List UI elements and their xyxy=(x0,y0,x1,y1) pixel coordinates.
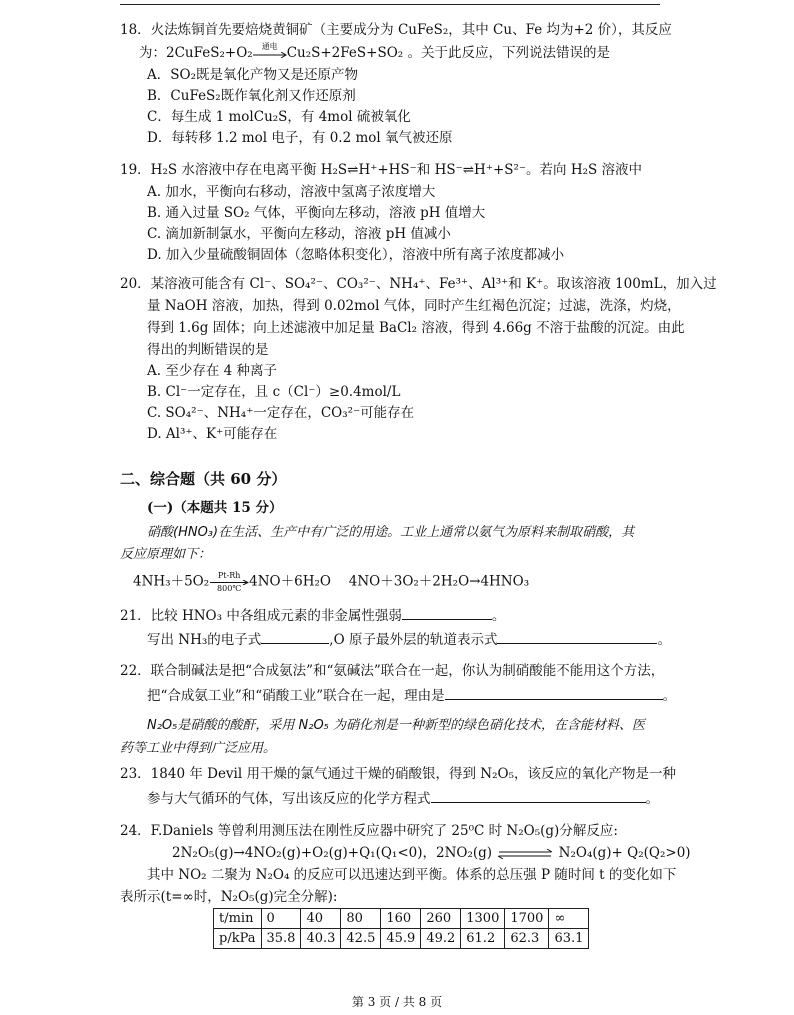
table-cell: 160 xyxy=(381,909,421,929)
q19-option-c: C. 滴加新制氯水，平衡向左移动，溶液 pH 值减小 xyxy=(147,226,451,242)
table-cell: ∞ xyxy=(549,909,589,929)
temperature-label: 800℃ xyxy=(217,584,242,593)
q23-text: 参与大气循环的气体，写出该反应的化学方程式 xyxy=(147,791,431,807)
q19-option-b: B. 通入过量 SO₂ 气体，平衡向左移动，溶液 pH 值增大 xyxy=(147,205,486,221)
table-cell: 61.2 xyxy=(461,929,505,949)
table-cell: 35.8 xyxy=(261,929,301,949)
q23-line1: 23．1840 年 Devil 用干燥的氯气通过干燥的硝酸银，得到 N₂O₅，该反应的氧化产物是一种 xyxy=(120,766,676,782)
q21-text-2b: ,O 原子最外层的轨道表示式 xyxy=(329,632,498,648)
q21-answer-blank-3[interactable] xyxy=(497,629,657,644)
q20-option-c: C. SO₄²⁻、NH₄⁺一定存在，CO₃²⁻可能存在 xyxy=(147,405,415,421)
q22-text: 把“合成氨工业”和“硝酸工业”联合在一起，理由是 xyxy=(147,688,445,704)
reaction-equation xyxy=(133,571,529,593)
q18-equation-right: Cu₂S+2FeS+SO₂ 。关于此反应，下列说法错误的是 xyxy=(286,45,610,61)
table-cell: t/min xyxy=(214,909,262,929)
header-rule xyxy=(120,4,660,5)
catalyst-label: Pt-Rh xyxy=(217,571,241,580)
q20-stem-line1: 20．某溶液可能含有 Cl⁻、SO₄²⁻、CO₃²⁻、NH₄⁺、Fe³⁺、Al³⁺和 K⁺。取该溶液 100mL，加入过 xyxy=(120,276,717,292)
q20-stem-line4: 得出的判断错误的是 xyxy=(147,342,269,358)
q18-option-d: D．每转移 1.2 mol 电子，有 0.2 mol 氧气被还原 xyxy=(147,130,453,146)
q24-equation-2: N₂O₄(g)+ Q₂(Q₂>0) xyxy=(558,845,691,861)
q18-option-b: B．CuFeS₂既作氧化剂又作还原剂 xyxy=(147,88,356,104)
q22-answer-blank[interactable] xyxy=(445,685,663,700)
q18-arrow-condition: 通电 xyxy=(261,41,278,51)
q20-stem-line2: 量 NaOH 溶液，加热，得到 0.02mol 气体，同时产生红褐色沉淀；过滤，洗涤，灼烧， xyxy=(147,298,681,314)
q23-period: 。 xyxy=(645,791,659,807)
part1-intro-line1: 硝酸(HNO₃)在生活、生产中有广泛的用途。工业上通常以氨气为原料来制取硝酸，其 xyxy=(147,525,635,540)
q22-line2 xyxy=(147,685,676,705)
table-cell: 62.3 xyxy=(505,929,549,949)
q20-option-a: A. 至少存在 4 种离子 xyxy=(147,363,278,379)
q21-text: 21．比较 HNO₃ 中各组成元素的非金属性强弱 xyxy=(120,608,402,624)
table-cell: 260 xyxy=(421,909,461,929)
q21-line2 xyxy=(147,629,671,649)
equation-arrow xyxy=(209,571,249,593)
table-cell: 45.9 xyxy=(381,929,421,949)
q21-period-2: 。 xyxy=(657,632,671,648)
q18-option-c: C．每生成 1 molCu₂S，有 4mol 硫被氧化 xyxy=(147,109,411,125)
q22-period: 。 xyxy=(662,688,677,704)
table-cell: 63.1 xyxy=(549,929,589,949)
q21-answer-blank-1[interactable] xyxy=(402,605,492,620)
table-row-time xyxy=(214,909,589,929)
table-cell: 40 xyxy=(301,909,341,929)
q21-line1 xyxy=(120,605,505,625)
n2o5-intro-line1: N₂O₅是硝酸的酸酐，采用 N₂O₅ 为硝化剂是一种新型的绿色硝化技术，在含能材料、医 xyxy=(147,718,646,733)
equation-right: 4NO＋6H₂O 4NO＋3O₂＋2H₂O→4HNO₃ xyxy=(249,573,530,590)
equilibrium-arrow-icon xyxy=(496,849,554,859)
equation-left: 4NH₃＋5O₂ xyxy=(133,573,210,590)
q23-line2 xyxy=(147,788,659,808)
q24-line3: 其中 NO₂ 二聚为 N₂O₄ 的反应可以迅速达到平衡。体系的总压强 P 随时间 t 的变化如下 xyxy=(147,867,677,883)
table-cell: 80 xyxy=(341,909,381,929)
part1-intro-line2: 反应原理如下： xyxy=(120,547,212,562)
q21-answer-blank-2[interactable] xyxy=(261,629,329,644)
right-arrow-icon xyxy=(253,52,287,58)
q19-option-d: D. 加入少量硫酸铜固体（忽略体积变化），溶液中所有离子浓度都减小 xyxy=(147,247,565,263)
q18-option-a: A．SO₂既是氧化产物又是还原产物 xyxy=(147,67,358,83)
q23-answer-blank[interactable] xyxy=(431,788,646,803)
q18-arrow xyxy=(253,41,287,61)
q24-line4: 表所示(t=∞时，N₂O₅(g)完全分解): xyxy=(120,889,338,905)
n2o5-intro-line2: 药等工业中得到广泛应用。 xyxy=(120,741,277,756)
q19-option-a: A. 加水，平衡向右移动，溶液中氢离子浓度增大 xyxy=(147,184,436,200)
q24-line1: 24．F.Daniels 等曾利用测压法在刚性反应器中研究了 25⁰C 时 N₂O₅(g)分解反应: xyxy=(120,823,618,839)
q20-stem-line3: 得到 1.6g 固体；向上述滤液中加足量 BaCl₂ 溶液，得到 4.66g 不溶于盐酸的沉淀。由此 xyxy=(147,320,685,336)
table-cell: 49.2 xyxy=(421,929,461,949)
q20-option-b: B. Cl⁻一定存在，且 c（Cl⁻）≥0.4mol/L xyxy=(147,384,401,400)
q20-option-d: D. Al³⁺、K⁺可能存在 xyxy=(147,426,278,442)
q18-stem-line2 xyxy=(139,41,610,62)
q21-text-2a: 写出 NH₃的电子式 xyxy=(147,632,262,648)
q18-equation-left: 为：2CuFeS₂+O₂ xyxy=(139,45,253,61)
section-title: 二、综合题（共 60 分） xyxy=(120,470,287,488)
pressure-time-table xyxy=(213,908,589,949)
part-title: (一)（本题共 15 分） xyxy=(147,500,283,516)
table-cell: 42.5 xyxy=(341,929,381,949)
page-footer: 第 3 页 / 共 8 页 xyxy=(351,995,443,1009)
table-cell: p/kPa xyxy=(214,929,262,949)
table-cell: 1700 xyxy=(505,909,549,929)
table-cell: 40.3 xyxy=(301,929,341,949)
table-cell: 1300 xyxy=(461,909,505,929)
q19-stem: 19．H₂S 水溶液中存在电离平衡 H₂S⇌H⁺+HS⁻和 HS⁻⇌H⁺+S²⁻。若向 H₂S 溶液中 xyxy=(120,162,643,178)
q24-line2 xyxy=(172,844,691,862)
q22-line1: 22．联合制碱法是把“合成氨法”和“氨碱法”联合在一起，你认为制硝酸能不能用这个方法， xyxy=(120,663,665,679)
q18-stem-line1: 18．火法炼铜首先要焙烧黄铜矿（主要成分为 CuFeS₂，其中 Cu、Fe 均为+2 价），其反应 xyxy=(120,22,672,38)
table-row-pressure xyxy=(214,929,589,949)
q24-equation-1: 2N₂O₅(g)→4NO₂(g)+O₂(g)+Q₁(Q₁<0)，2NO₂(g) xyxy=(172,845,493,861)
q21-period: 。 xyxy=(491,608,506,624)
table-cell: 0 xyxy=(261,909,301,929)
